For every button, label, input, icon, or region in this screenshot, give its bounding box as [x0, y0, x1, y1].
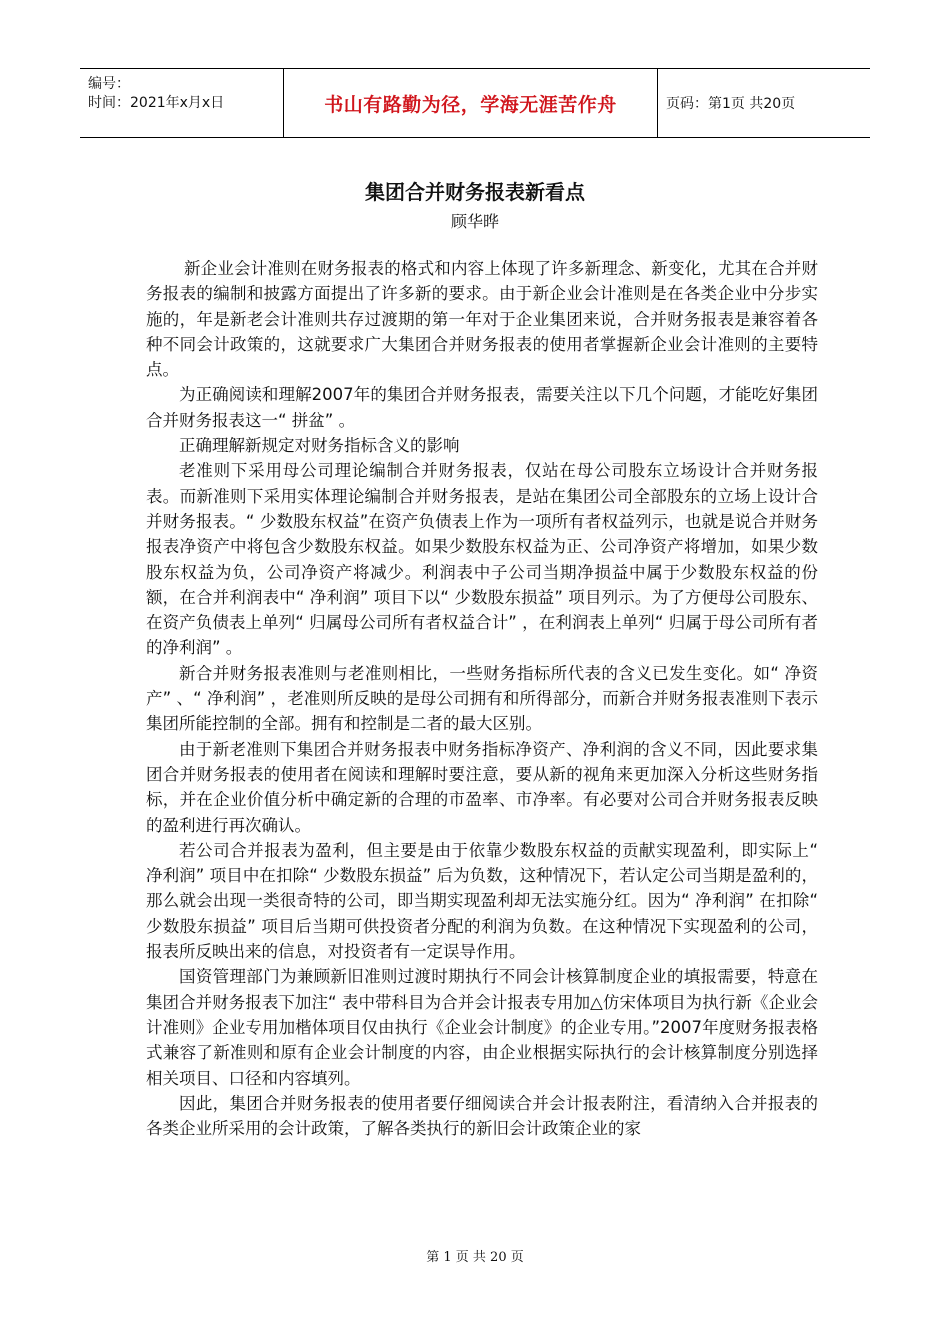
number-label: 编号：	[88, 76, 130, 92]
document-author: 顾华晔	[450, 212, 499, 231]
section-heading: 正确理解新规定对财务指标含义的影响	[179, 436, 460, 456]
header-motto: 书山有路勤为径，学海无涯苦作舟	[283, 69, 658, 137]
paragraph: 为正确阅读和理解2007年的集团合并财务报表，需要关注以下几个问题，才能吃好集团合并财务报表这一“ 拼盆” 。	[146, 385, 818, 430]
paragraph: 国资管理部门为兼顾新旧准则过渡时期执行不同会计核算制度企业的填报需要，特意在集团合并财务报表下加注“ 表中带科目为合并会计报表专用加△仿宋体项目为执行新《企业会计准则》企业专用加楷体项目仅由执行《企业会计制度》的企业专用。”2007年度财务报表格式兼容了新准则和原有企业会计制度的内容，由企业根据实际执行的会计核算制度分别选择相关项目、口径和内容填列。	[146, 967, 818, 1088]
header-meta	[80, 69, 283, 137]
time-label: 时间：2021年x月x日	[88, 95, 225, 111]
paragraph: 由于新老准则下集团合并财务报表中财务指标净资产、净利润的含义不同，因此要求集团合并财务报表的使用者在阅读和理解时要注意，要从新的视角来更加深入分析这些财务指标，并在企业价值分析中确定新的合理的市盈率、市净率。有必要对公司合并财务报表反映的盈利进行再次确认。	[146, 739, 818, 835]
paragraph: 老准则下采用母公司理论编制合并财务报表，仅站在母公司股东立场设计合并财务报表。而新准则下采用实体理论编制合并财务报表，是站在集团公司全部股东的立场上设计合并财务报表。“ 少数股东权益”在资产负债表上作为一项所有者权益列示，也就是说合并财务报表净资产中将包含少数股东权益。如果少数股东权益为正、公司净资产将增加，如果少数股东权益为负，公司净资产将减少。利润表中子公司当期净损益中属于少数股东权益的份额，在合并利润表中“ 净利润” 项目下以“ 少数股东损益” 项目列示。为了方便母公司股东、在资产负债表上单列“ 归属母公司所有者权益合计” ，在利润表上单列“ 归属于母公司所有者的净利润” 。	[146, 461, 818, 658]
paragraph: 若公司合并报表为盈利，但主要是由于依靠少数股东权益的贡献实现盈利，即实际上“ 净利润” 项目中在扣除“ 少数股东损益” 后为负数，这种情况下，若认定公司当期是盈利的，那么就会出现一类很奇特的公司，即当期实现盈利却无法实施分红。因为“ 净利润” 在扣除“ 少数股东损益” 项目后当期可供投资者分配的利润为负数。在这种情况下实现盈利的公司，报表所反映出来的信息，对投资者有一定误导作用。	[146, 840, 818, 962]
header-page-info: 页码：第1页 共20页	[666, 96, 796, 112]
paragraph: 新企业会计准则在财务报表的格式和内容上体现了许多新理念、新变化，尤其在合并财务报表的编制和披露方面提出了许多新的要求。由于新企业会计准则是在各类企业中分步实施的，年是新老会计准则共存过渡期的第一年对于企业集团来说，合并财务报表是兼容着各种不同会计政策的，这就要求广大集团合并财务报表的使用者掌握新企业会计准则的主要特点。	[146, 259, 818, 380]
document-title: 集团合并财务报表新看点	[365, 180, 585, 204]
paragraph: 因此，集团合并财务报表的使用者要仔细阅读合并会计报表附注，看清纳入合并报表的各类企业所采用的会计政策，了解各类执行的新旧会计政策企业的家	[146, 1093, 818, 1139]
document-body	[146, 256, 818, 1141]
page-footer: 第 1 页 共 20 页	[426, 1250, 524, 1265]
paragraph: 新合并财务报表准则与老准则相比，一些财务指标所代表的含义已发生变化。如“ 净资产” 、“ 净利润” ，老准则所反映的是母公司拥有和所得部分，而新合并财务报表准则下表示集团所能控制的全部。拥有和控制是二者的最大区别。	[146, 663, 818, 734]
page-header	[80, 68, 870, 138]
